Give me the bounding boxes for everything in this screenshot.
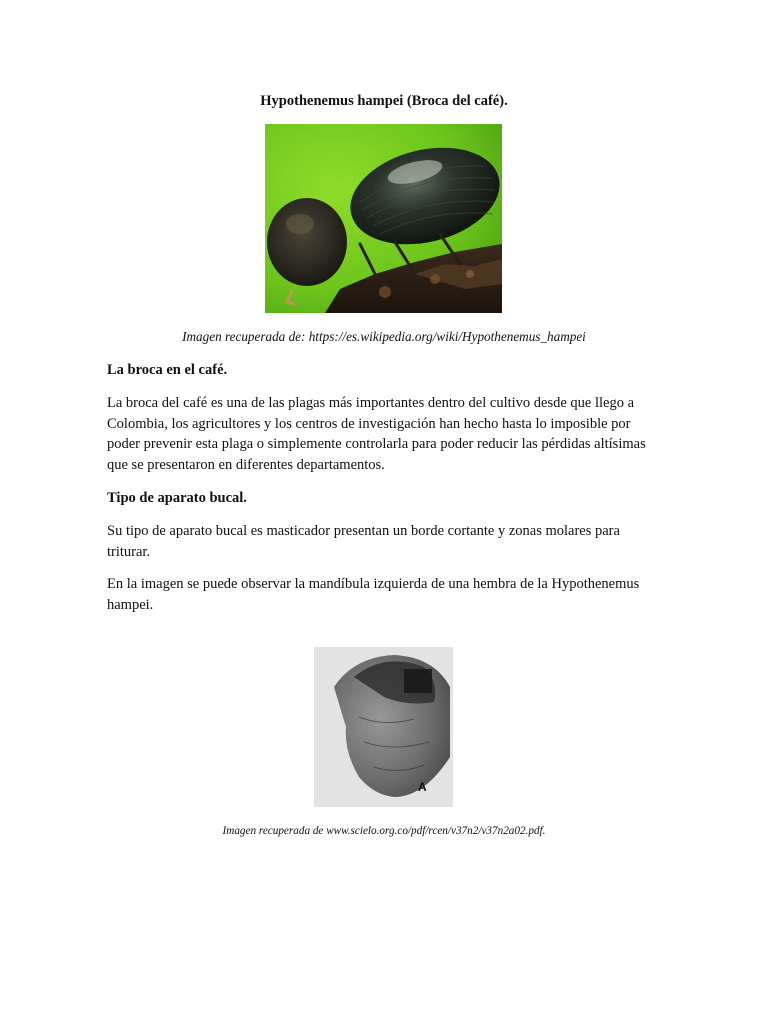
beetle-photo-icon (265, 124, 502, 313)
mandible-micrograph-icon (314, 647, 453, 807)
figure-caption: Imagen recuperada de www.scielo.org.co/pdf/rcen/v37n2/v37n2a02.pdf. (222, 825, 546, 837)
section-heading: Tipo de aparato bucal. (107, 490, 247, 506)
paragraph: La broca del café es una de las plagas más importantes dentro del cultivo desde que llego a Colombia, los agricultores y los centros de investigación han hecho hasta lo imposible por poder prevenir esta plaga o simplemente controlarla para poder reducir las pérdidas altísimas que se presentaron en diferentes departamentos. (107, 395, 646, 474)
paragraph: En la imagen se puede observar la mandíbula izquierda de una hembra de la Hypothenemus hampei. (107, 576, 640, 613)
paragraph: Su tipo de aparato bucal es masticador presentan un borde cortante y zonas molares para triturar. (107, 523, 620, 560)
figure-caption: Imagen recuperada de: https://es.wikipedia.org/wiki/Hypothenemus_hampei (182, 329, 586, 344)
section-heading: La broca en el café. (107, 362, 228, 378)
document-title: Hypothenemus hampei (Broca del café). (260, 93, 508, 109)
figure-label: A (418, 780, 427, 794)
